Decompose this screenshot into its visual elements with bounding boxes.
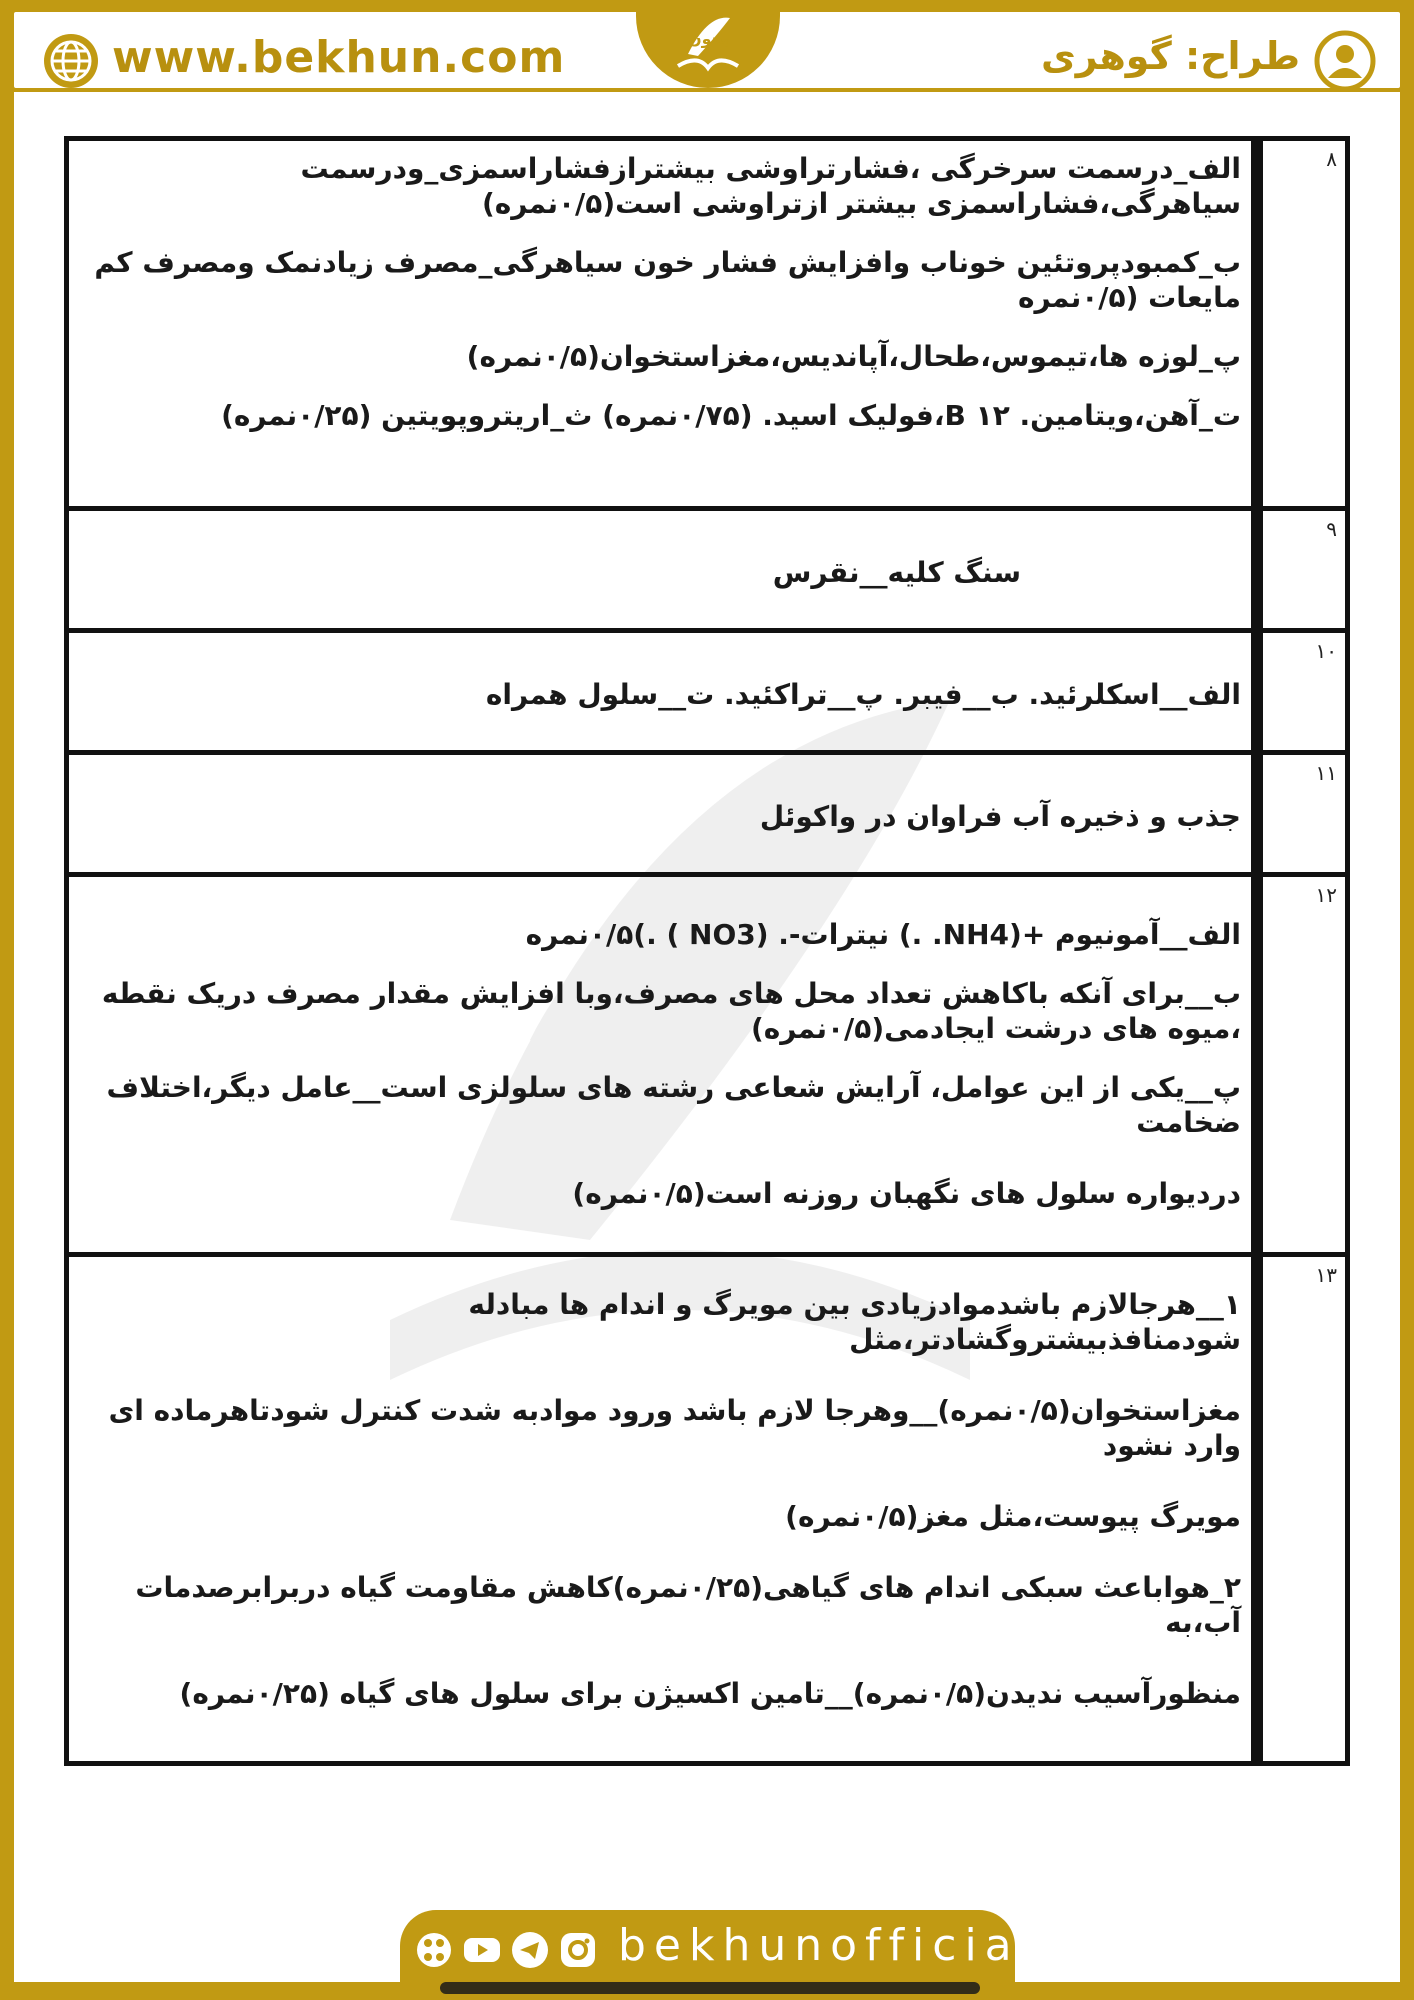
- answer-line: الف__آمونیوم +(NH4. .) نیترات-. (NO3 ) .)۰/۵نمره: [525, 918, 1241, 951]
- footer-bar: [400, 1910, 1040, 1982]
- website-url[interactable]: www.bekhun.com: [112, 32, 566, 83]
- aparat-icon[interactable]: [414, 1930, 454, 1970]
- answer-line: ب__برای آنکه باکاهش تعداد محل های مصرف،وبا افزایش مقدار مصرف دریک نقطه ،میوه های درشت ایجادمی(۰/۵نمره): [101, 977, 1241, 1045]
- answer-row-8: [67, 139, 1348, 509]
- answer-row-13: [67, 1255, 1348, 1764]
- book-logo-icon: [658, 4, 758, 84]
- answer-line: پ__یکی از این عوامل، آرایش شعاعی رشته های سلولزی است__عامل دیگر،اختلاف ضخامت: [106, 1071, 1241, 1139]
- answer-line: منظورآسیب ندیدن(۰/۵نمره)__تامین اکسیژن برای سلول های گیاه (۰/۲۵نمره): [179, 1677, 1241, 1710]
- answer-row-10: [67, 631, 1348, 753]
- question-number: ۱۰: [1257, 631, 1348, 753]
- answer-line: الف__اسکلرئید. ب__فیبر. پ__تراکئید. ت__سلول همراه: [485, 678, 1241, 711]
- answer-content: [67, 875, 1258, 1255]
- question-number: ۱۲: [1257, 875, 1348, 1255]
- question-number: ۹: [1257, 509, 1348, 631]
- answer-content: [67, 1255, 1258, 1764]
- answer-line: ۲_هواباعث سبکی اندام های گیاهی(۰/۲۵نمره)کاهش مقاومت گیاه دربرابرصدمات آب،به: [135, 1571, 1241, 1639]
- answer-row-9: [67, 509, 1348, 631]
- globe-icon: [42, 32, 100, 90]
- answer-line: ۱__هرجالازم باشدموادزیادی بین مویرگ و اندام ها مبادله شودمنافذبیشتروگشادتر،مثل: [468, 1288, 1241, 1356]
- telegram-icon[interactable]: [510, 1930, 550, 1970]
- question-number: ۸: [1257, 139, 1348, 509]
- footer-shadow: [440, 1982, 980, 1994]
- answer-line: درديواره سلول های نگهبان روزنه است(۰/۵نمره): [572, 1177, 1241, 1210]
- question-number: ۱۳: [1257, 1255, 1348, 1764]
- answer-line: سنگ کلیه__نقرس: [772, 556, 1021, 589]
- answer-content: [67, 753, 1258, 875]
- answer-content: [67, 509, 1258, 631]
- answer-line: الف_درسمت سرخرگی ،فشارتراوشی بیشترازفشاراسمزی_ودرسمت سیاهرگی،فشاراسمزی بیشتر ازتراوشی است(۰/۵نمره): [300, 152, 1241, 220]
- answer-row-12: [67, 875, 1348, 1255]
- answer-line: پ_لوزه ها،تیموس،طحال،آپاندیس،مغزاستخوان(۰/۵نمره): [466, 340, 1241, 373]
- social-handle[interactable]: bekhunofficial: [618, 1920, 1040, 1971]
- instagram-icon[interactable]: [558, 1930, 598, 1970]
- designer-name: طراح: گوهری: [1040, 34, 1300, 78]
- user-icon: [1314, 30, 1376, 92]
- answer-content: [67, 631, 1258, 753]
- answer-line: ت_آهن،ویتامین. B ۱۲،فولیک اسید. (۰/۷۵نمره) ث_اریتروپویتین (۰/۲۵نمره): [221, 399, 1241, 432]
- answers-table: [64, 136, 1350, 1766]
- logo-text: بخون: [688, 29, 730, 48]
- answer-line: مغزاستخوان(۰/۵نمره)__وهرجا لازم باشد ورود موادبه شدت کنترل شودتاهرماده ای وارد نشود: [108, 1394, 1241, 1462]
- answer-row-11: [67, 753, 1348, 875]
- answer-line: ب_کمبودپروتئین خوناب وافزایش فشار خون سیاهرگی_مصرف زیادنمک ومصرف کم مایعات (۰/۵نمره: [94, 246, 1241, 314]
- answer-content: [67, 139, 1258, 509]
- youtube-icon[interactable]: [462, 1930, 502, 1970]
- question-number: ۱۱: [1257, 753, 1348, 875]
- answer-line: جذب و ذخیره آب فراوان در واکوئل: [759, 800, 1241, 833]
- header-bar: [0, 0, 1414, 92]
- answer-line: مویرگ پیوست،مثل مغز(۰/۵نمره): [785, 1500, 1241, 1533]
